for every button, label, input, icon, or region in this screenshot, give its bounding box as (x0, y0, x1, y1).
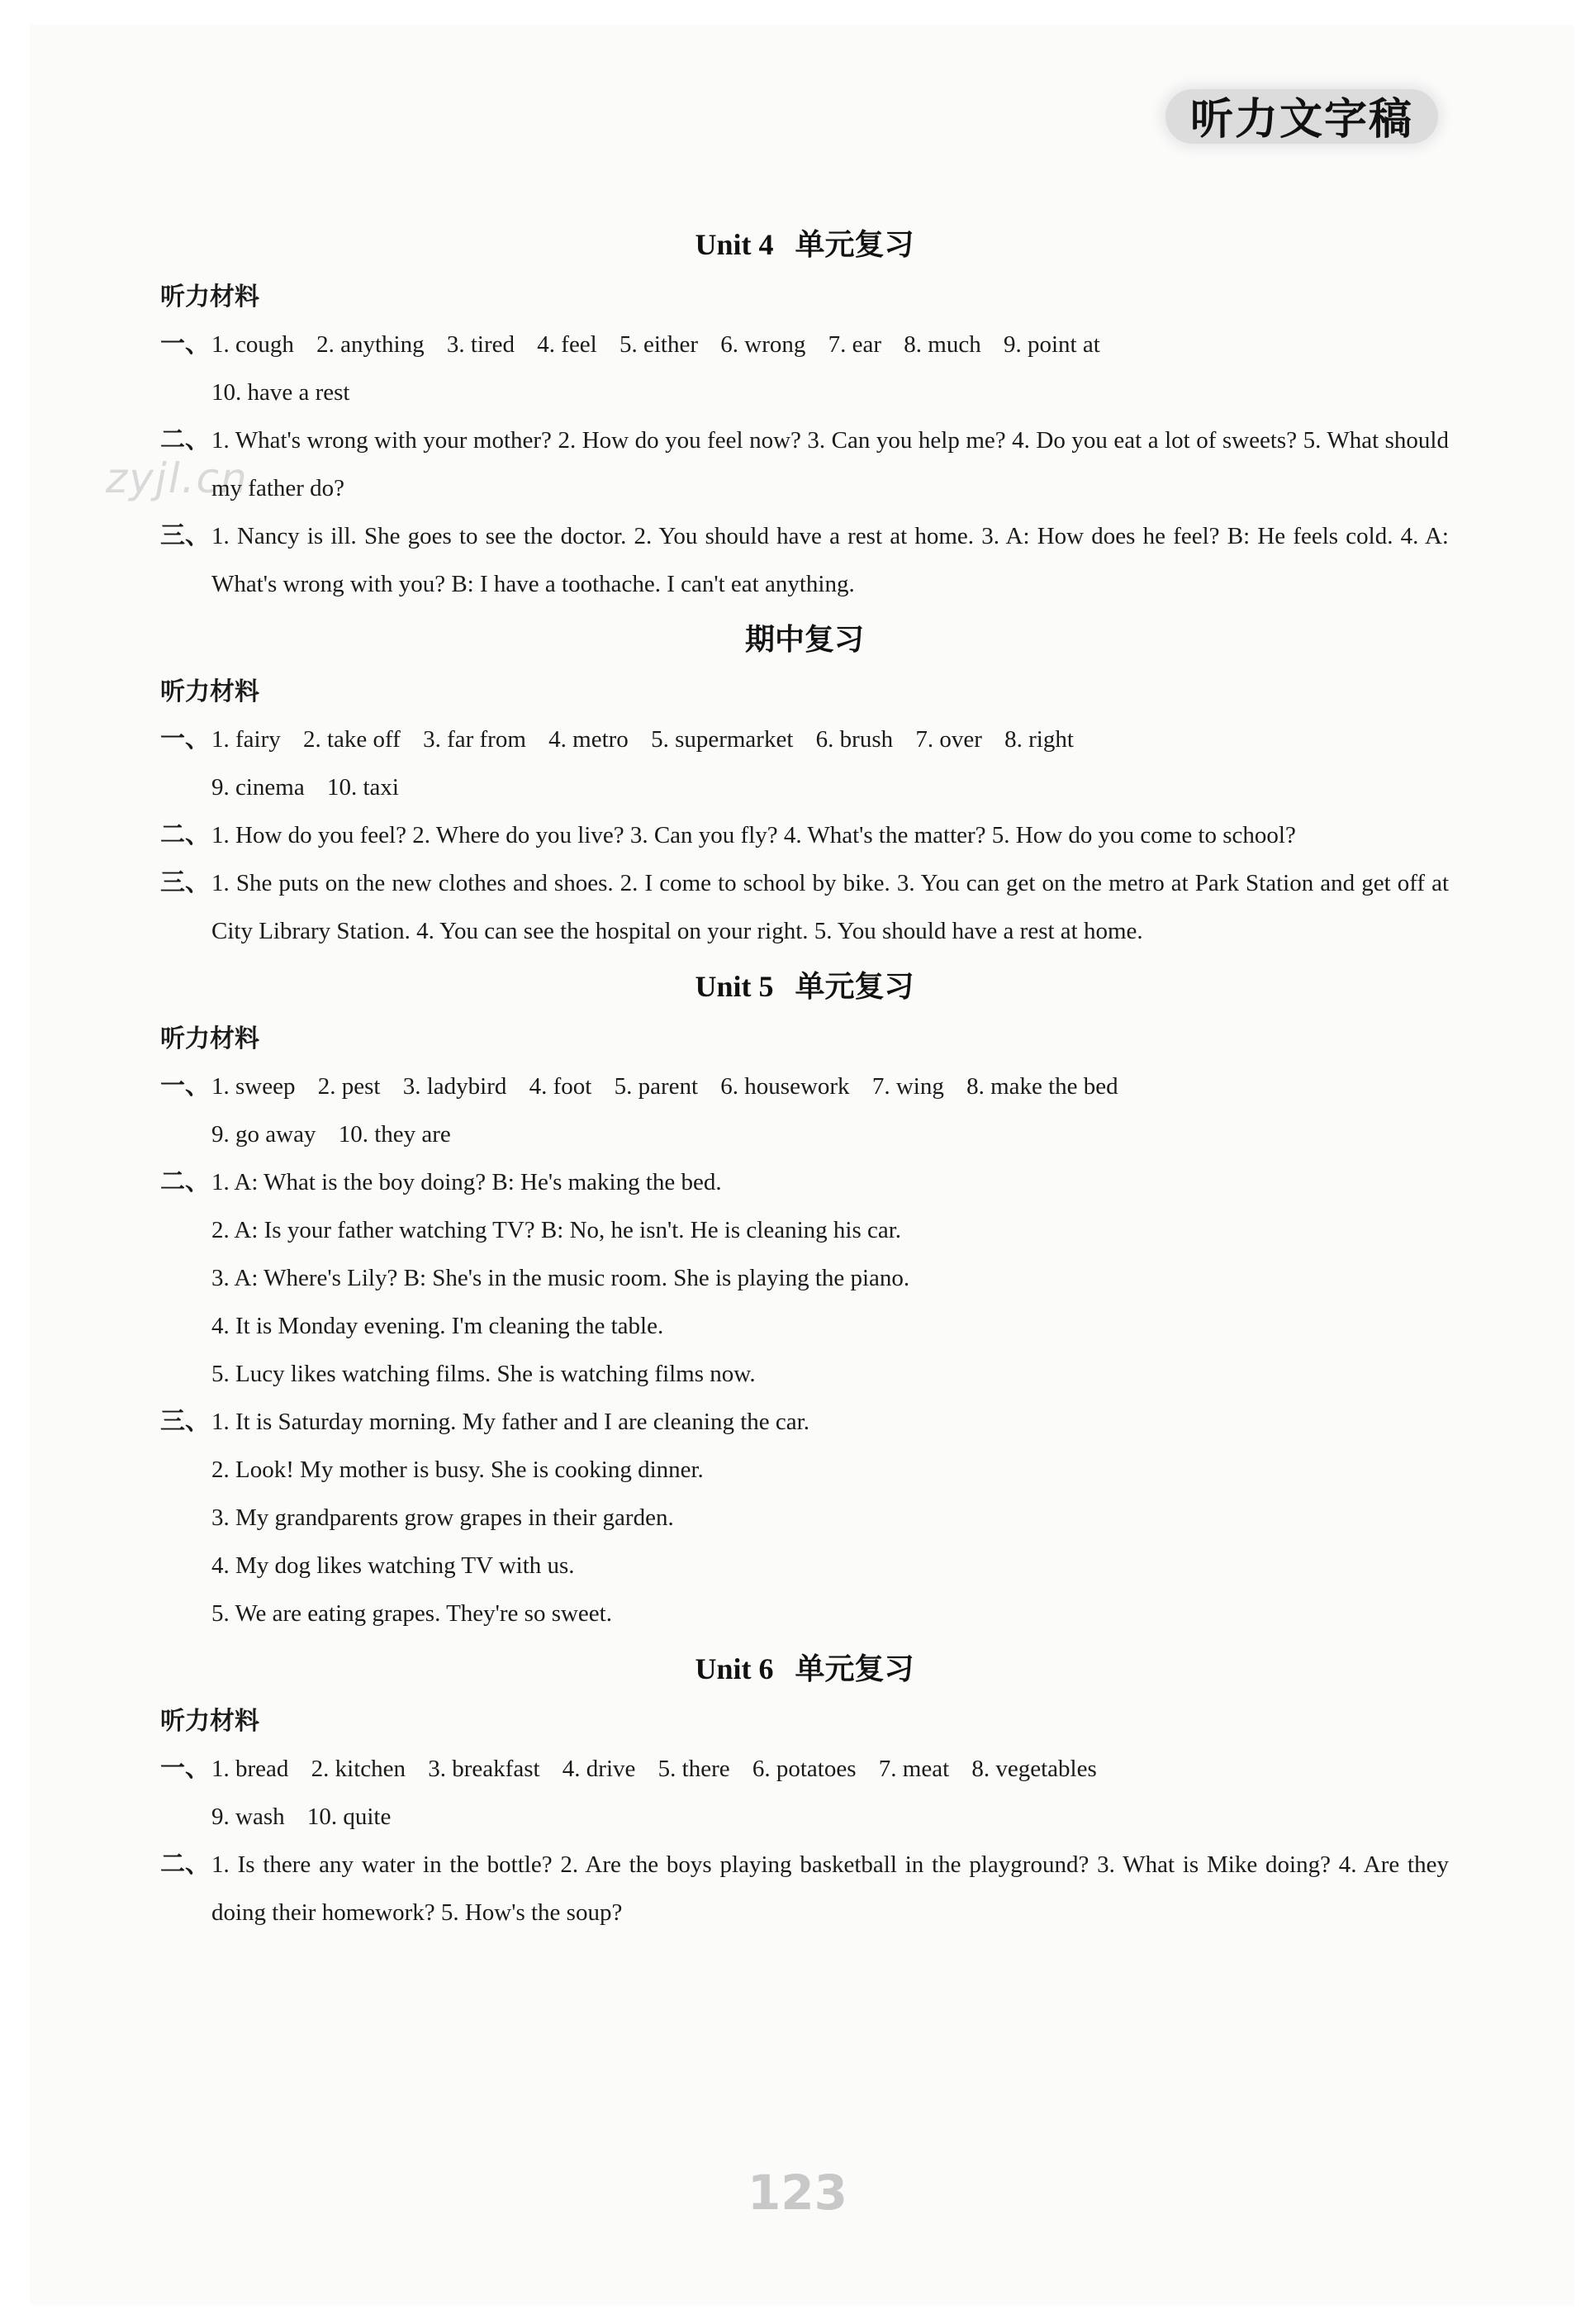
word-item: 6. brush (815, 726, 894, 753)
word-item: 4. metro (548, 726, 629, 753)
word-item: 5. parent (614, 1073, 699, 1100)
word-item: 6. wrong (720, 331, 806, 358)
word-item: 5. either (619, 331, 699, 358)
unit4-section-1 (160, 321, 1449, 368)
sentence-line: 2. A: Is your father watching TV? B: No, he isn't. He is cleaning his car. (211, 1217, 902, 1243)
section-marker: 三、 (160, 1407, 210, 1436)
word-item: 7. over (915, 726, 982, 753)
unit5-section-2 (160, 1158, 1449, 1206)
unit4-title-en: Unit 4 (695, 228, 774, 261)
word-item: 2. anything (316, 331, 425, 358)
word-item: 4. feel (537, 331, 597, 358)
unit5-section-3 (160, 1398, 1449, 1446)
sentence-paragraph: 1. Is there any water in the bottle? 2. Are the boys playing basketball in the playground? 3. What is Mike doing? 4. Are they doing their homework? 5. How's the soup? (211, 1851, 1449, 1926)
sentence-line: 3. My grandparents grow grapes in their garden. (211, 1504, 674, 1531)
unit5-title-en: Unit 5 (695, 970, 774, 1003)
word-item: 2. pest (317, 1073, 381, 1100)
word-item: 1. cough (211, 331, 294, 358)
word-item: 10. have a rest (211, 379, 350, 406)
section-marker: 一、 (160, 1072, 210, 1100)
sentence-line: 5. Lucy likes watching films. She is watching films now. (211, 1361, 756, 1387)
sentence-line: 4. It is Monday evening. I'm cleaning the table. (211, 1313, 664, 1339)
word-item: 7. meat (878, 1756, 950, 1782)
word-item: 3. ladybird (402, 1073, 507, 1100)
section-marker: 二、 (160, 1850, 210, 1879)
section-marker: 一、 (160, 1754, 210, 1783)
section-marker: 三、 (160, 521, 210, 550)
word-item: 7. ear (828, 331, 882, 358)
unit6-title-en: Unit 6 (695, 1652, 774, 1685)
section-marker: 一、 (160, 330, 210, 359)
word-line (160, 1110, 1449, 1158)
unit4-section-3 (160, 512, 1449, 608)
midterm-section-1 (160, 715, 1449, 763)
word-item: 8. much (904, 331, 981, 358)
word-item: 6. potatoes (752, 1756, 857, 1782)
sentence-line: 1. It is Saturday morning. My father and I are cleaning the car. (211, 1409, 809, 1435)
word-item: 9. point at (1003, 331, 1100, 358)
unit6-section-2 (160, 1841, 1449, 1937)
word-item: 4. foot (529, 1073, 592, 1100)
unit4-label: 听力材料 (160, 283, 259, 311)
midterm-title (160, 615, 1449, 664)
word-list (211, 1745, 1449, 1793)
word-item: 1. sweep (211, 1073, 296, 1100)
word-item: 2. kitchen (311, 1756, 406, 1782)
word-item: 6. housework (720, 1073, 850, 1100)
word-item: 3. breakfast (428, 1756, 540, 1782)
unit5-section-1 (160, 1062, 1449, 1110)
sentence-paragraph: 1. She puts on the new clothes and shoes. 2. I come to school by bike. 3. You can get on the metro at Park Station and get off at City Library Station. 4. You can see the hospital on your right. 5. You should have a rest at home. (211, 870, 1449, 944)
word-item: 3. tired (446, 331, 515, 358)
unit4-section-2 (160, 416, 1449, 512)
section-marker: 二、 (160, 820, 210, 849)
word-line (211, 321, 1449, 368)
document-body (160, 213, 1449, 1937)
word-item: 10. taxi (326, 774, 399, 801)
section-marker: 三、 (160, 868, 210, 897)
word-item: 4. drive (562, 1756, 636, 1782)
word-line (160, 368, 1449, 416)
watermark: zyjl.cn (106, 454, 249, 502)
unit6-section-1 (160, 1745, 1449, 1793)
sentence-line: 4. My dog likes watching TV with us. (211, 1552, 575, 1579)
word-line (211, 1745, 1449, 1793)
word-item: 8. vegetables (971, 1756, 1097, 1782)
word-line (160, 1793, 1449, 1841)
word-item: 1. fairy (211, 726, 281, 753)
word-line (211, 1062, 1449, 1110)
sentence-paragraph: 1. How do you feel? 2. Where do you live? 3. Can you fly? 4. What's the matter? 5. How do you come to school? (211, 822, 1296, 848)
unit5-title-cn: 单元复习 (795, 970, 914, 1004)
sentence-line: 2. Look! My mother is busy. She is cooking dinner. (211, 1457, 704, 1483)
sentence-line: 1. A: What is the boy doing? B: He's making the bed. (211, 1169, 722, 1195)
word-item: 5. supermarket (651, 726, 794, 753)
midterm-label: 听力材料 (160, 677, 259, 706)
word-list (211, 715, 1449, 763)
word-item: 9. wash (211, 1804, 285, 1830)
unit6-label: 听力材料 (160, 1707, 259, 1736)
word-item: 7. wing (871, 1073, 944, 1100)
sentence-paragraph: 1. Nancy is ill. She goes to see the doctor. 2. You should have a rest at home. 3. A: How does he feel? B: He feels cold. 4. A: What's wrong with you? B: I have a toothache. I can't eat anything. (211, 523, 1449, 597)
word-list (211, 1062, 1449, 1110)
word-item: 3. far from (423, 726, 526, 753)
unit4-title-cn: 单元复习 (795, 228, 914, 262)
word-item: 5. there (657, 1756, 730, 1782)
sentence-line: 5. We are eating grapes. They're so sweet. (211, 1600, 612, 1627)
word-line (160, 763, 1449, 811)
word-item: 8. make the bed (966, 1073, 1118, 1100)
word-item: 9. go away (211, 1121, 316, 1148)
section-marker: 二、 (160, 425, 210, 454)
midterm-section-2 (160, 811, 1449, 859)
word-line (211, 715, 1449, 763)
page-number: 123 (747, 2165, 848, 2221)
header-title: 听力文字稿 (1189, 95, 1413, 145)
sentence-paragraph: 1. What's wrong with your mother? 2. How do you feel now? 3. Can you help me? 4. Do you eat a lot of sweets? 5. What should my father do? (211, 427, 1449, 501)
word-item: 1. bread (211, 1756, 289, 1782)
midterm-title-cn: 期中复习 (744, 623, 864, 657)
header-banner (1165, 83, 1438, 147)
word-item: 10. quite (306, 1804, 392, 1830)
sentence-line: 3. A: Where's Lily? B: She's in the music room. She is playing the piano. (211, 1265, 910, 1291)
unit6-title-cn: 单元复习 (795, 1652, 914, 1686)
unit4-title (160, 220, 1449, 269)
section-marker: 二、 (160, 1167, 210, 1196)
word-item: 8. right (1004, 726, 1074, 753)
word-item: 2. take off (303, 726, 401, 753)
unit6-title (160, 1644, 1449, 1694)
unit5-label: 听力材料 (160, 1024, 259, 1053)
sentence-list (211, 1398, 1449, 1446)
word-item: 9. cinema (211, 774, 305, 801)
unit5-title (160, 962, 1449, 1011)
word-item: 10. they are (338, 1121, 451, 1148)
midterm-section-3 (160, 859, 1449, 955)
section-marker: 一、 (160, 725, 210, 753)
word-list (211, 321, 1449, 368)
sentence-list (211, 1158, 1449, 1206)
